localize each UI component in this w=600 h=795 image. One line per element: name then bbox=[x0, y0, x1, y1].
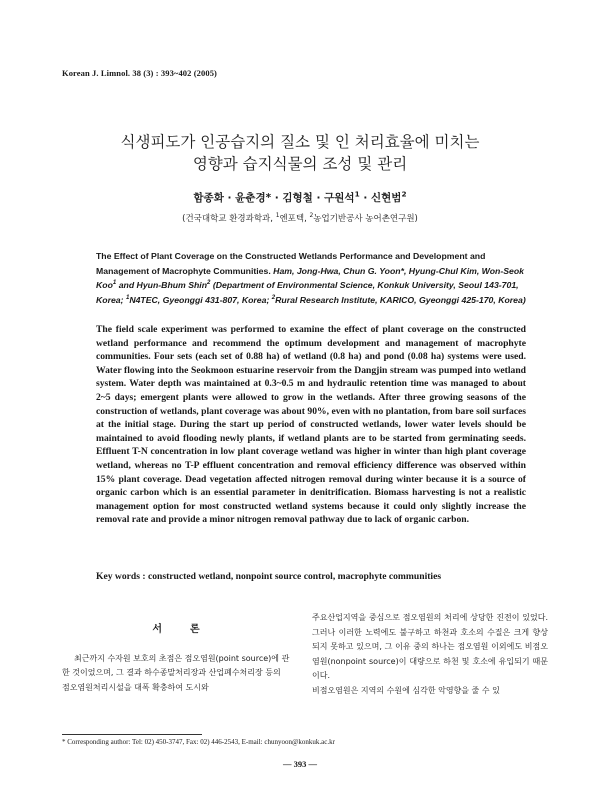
affiliation-main: (건국대학교 환경과학과, bbox=[182, 214, 276, 224]
author-1: 함종화 bbox=[193, 192, 224, 204]
affiliation-1: 엔포텍, bbox=[279, 214, 310, 224]
english-authors-cont: and Hyun-Bhum Shin bbox=[116, 280, 208, 290]
english-authors: Ham, Jong-Hwa, Chun G. Yoon*, Hyung-Chul Kim, Won-Seok Koo bbox=[96, 265, 524, 290]
body-column-right bbox=[312, 611, 548, 698]
affiliation-mark-1: 1 bbox=[275, 212, 280, 220]
author-4: 구원석 bbox=[324, 192, 355, 204]
english-affil-mark-2: 2 bbox=[271, 293, 276, 301]
body-paragraph: 주요산업지역을 중심으로 점오염원의 처리에 상당한 진전이 있었다. 그러나 이러한 노력에도 불구하고 하천과 호소의 수질은 크게 향상되지 못하고 있으며, 그 이유 중의 하나는 점오염원 이외에도 비점오염원(nonpoint source)이 대량으로 하천 및 호소에 유입되기 때문이다. bbox=[312, 613, 548, 680]
author-5: 신현범 bbox=[371, 192, 402, 204]
body-column-left bbox=[62, 611, 290, 695]
korean-authors bbox=[0, 190, 600, 205]
english-affiliation-1: N4TEC, Gyeonggi 431-807, Korea; bbox=[129, 294, 272, 305]
author-4-affil-mark: 1 bbox=[354, 189, 360, 199]
abstract: The field scale experiment was performed to examine the effect of plant coverage on the constructed wetland performance and recommend the optimum development and management of macrophyte communities. Four sets (each set of 0.88 ha) of wetland (0.8 ha) and pond (0.08 ha) systems were used. Water flowing into the Seokmoon estuarine reservoir from the Dangjin stream was pumped into wetland system. Water depth was maintained at 0.3~0.5 m and hydraulic retention time was managed to about 2~5 days; emergent plants were allowed to grow in the wetlands. After three growing seasons of the construction of wetlands, plant coverage was about 90%, even with no plantation, from bare soil surfaces at the initial stage. During the start up period of constructed wetlands, lower water levels should be maintained to avoid flooding newly plants, if wetland plants are to be started from germinating seeds. Effluent T-N concentration in low plant coverage wetland was higher in winter than high plant coverage wetland, whereas no T-P effluent concentration and removal efficiency difference was observed within 15% plant coverage. Dead vegetation affected nitrogen removal during winter because it is a source of organic carbon which is an essential parameter in denitrification. Biomass harvesting is not a realistic management option for most constructed wetland systems because it could only slightly increase the removal rate and provide a minor nitrogen removal pathway due to lack of organic carbon. bbox=[96, 324, 526, 526]
body-paragraph: 최근까지 수자원 보호의 초점은 점오염원(point source)에 관한 것이었으며, 그 결과 하수종말처리장과 산업폐수처리장 등의 점오염원처리시설을 대폭 확충하여 도시와 bbox=[62, 653, 290, 692]
korean-title bbox=[0, 131, 600, 175]
english-title-block bbox=[96, 249, 526, 307]
english-affiliation-2: Rural Research Institute, KARICO, Gyeonggi 425-170, Korea) bbox=[275, 294, 526, 305]
english-affiliation: (Department of Environmental Science, Konkuk University, Seoul 143-701, Korea; bbox=[96, 280, 519, 305]
footnote-corresponding-author: * Corresponding author: Tel: 02) 450-3747, Fax: 02) 446-2543, E-mail: chunyoon@konkuk.ac.kr bbox=[62, 738, 335, 746]
body-paragraph: 비점오염원은 지역의 수원에 심각한 악영향을 줄 수 있 bbox=[312, 685, 500, 695]
affiliation-mark-2: 2 bbox=[309, 212, 314, 220]
author-separator: · bbox=[312, 192, 325, 204]
korean-title-line-1: 식생피도가 인공습지의 질소 및 인 처리효율에 미치는 bbox=[120, 133, 480, 151]
author-separator: · bbox=[359, 192, 372, 204]
english-title: The Effect of Plant Coverage on the Constructed Wetlands Performance and Development and Management of Macrophyte Communities. bbox=[96, 251, 486, 276]
author-5-affil-mark: 2 bbox=[401, 189, 407, 199]
page-number: — 393 — bbox=[283, 759, 317, 769]
korean-title-line-2: 영향과 습지식물의 조성 및 관리 bbox=[192, 155, 408, 173]
korean-affiliations bbox=[0, 212, 600, 224]
author-separator: · bbox=[223, 192, 236, 204]
english-affil-mark-1: 1 bbox=[125, 293, 130, 301]
author-3: 김형철 bbox=[282, 192, 313, 204]
author-separator: · bbox=[271, 192, 283, 204]
journal-citation: Korean J. Limnol. 38 (3) : 393~402 (2005) bbox=[62, 68, 217, 78]
affiliation-2: 농업기반공사 농어촌연구원) bbox=[313, 214, 418, 224]
section-heading-introduction: 서론 bbox=[152, 624, 228, 635]
author-2: 윤춘경* bbox=[235, 192, 272, 204]
keywords: Key words : constructed wetland, nonpoint source control, macrophyte communities bbox=[96, 571, 442, 582]
footnote-divider bbox=[62, 734, 202, 735]
english-author-mark-2: 2 bbox=[207, 279, 211, 287]
english-author-mark-1: 1 bbox=[112, 279, 117, 287]
